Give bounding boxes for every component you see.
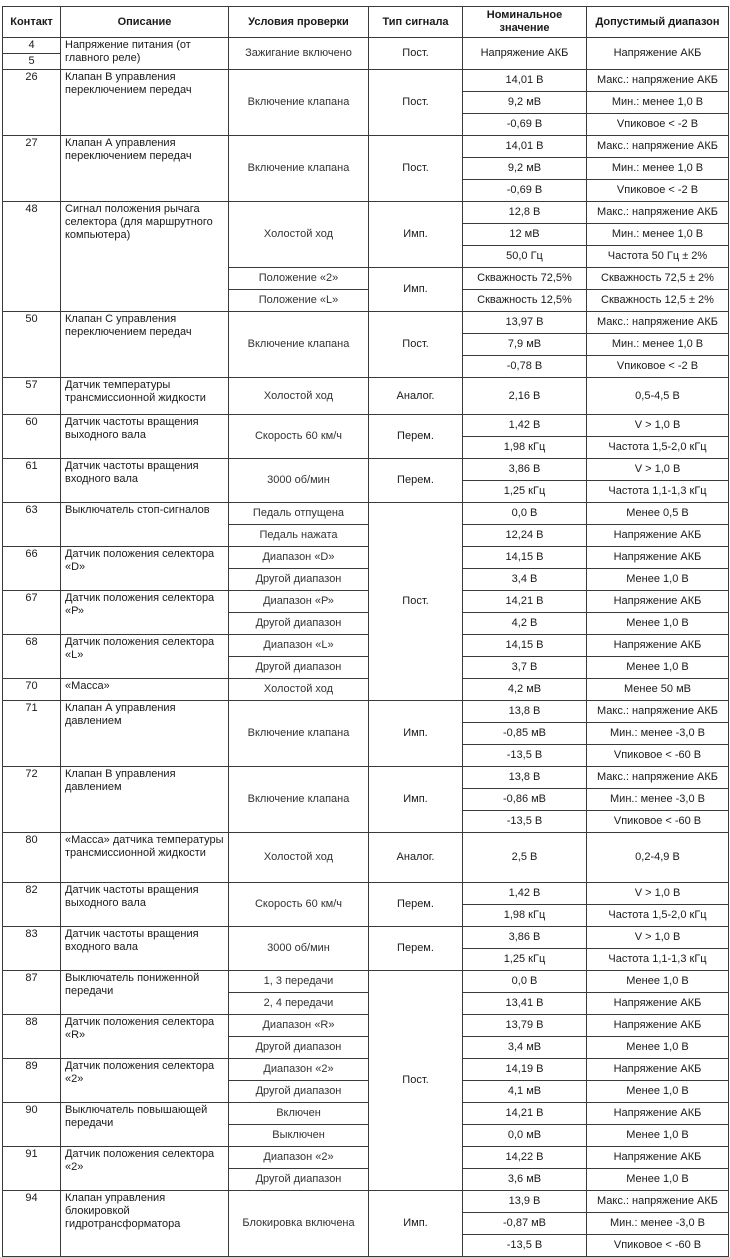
nominal-cell: -13,5 В: [463, 811, 587, 833]
nominal-cell: 13,41 В: [463, 993, 587, 1015]
nominal-cell: 0,0 В: [463, 971, 587, 993]
description-cell: Датчик положения селектора «L»: [61, 635, 229, 679]
nominal-cell: 1,25 кГц: [463, 481, 587, 503]
condition-cell: Включение клапана: [229, 136, 369, 202]
range-cell: Мин.: менее 1,0 В: [587, 224, 729, 246]
condition-cell: 1, 3 передачи: [229, 971, 369, 993]
condition-cell: Включен: [229, 1103, 369, 1125]
description-cell: Напряжение питания (от главного реле): [61, 38, 229, 70]
range-cell: Vпиковое < -60 В: [587, 811, 729, 833]
table-row: [3, 1015, 729, 1037]
range-cell: Vпиковое < -60 В: [587, 1235, 729, 1257]
condition-cell: Скорость 60 км/ч: [229, 883, 369, 927]
nominal-cell: -0,78 В: [463, 356, 587, 378]
contact-cell: 60: [3, 415, 61, 459]
condition-cell: Диапазон «D»: [229, 547, 369, 569]
nominal-cell: 3,4 мВ: [463, 1037, 587, 1059]
nominal-cell: 3,4 В: [463, 569, 587, 591]
signal-cell: Имп.: [369, 1191, 463, 1257]
nominal-cell: Напряжение АКБ: [463, 38, 587, 70]
condition-cell: Положение «2»: [229, 268, 369, 290]
condition-cell: Скорость 60 км/ч: [229, 415, 369, 459]
nominal-cell: 3,86 В: [463, 927, 587, 949]
table-row: [3, 679, 729, 701]
nominal-cell: 2,16 В: [463, 378, 587, 415]
range-cell: Менее 1,0 В: [587, 1037, 729, 1059]
header-range: Допустимый диапазон: [587, 7, 729, 38]
contact-cell: 63: [3, 503, 61, 547]
description-cell: Выключатель пониженной передачи: [61, 971, 229, 1015]
nominal-cell: 1,42 В: [463, 883, 587, 905]
description-cell: Клапан В управления давлением: [61, 767, 229, 833]
nominal-cell: 1,25 кГц: [463, 949, 587, 971]
contact-cell: 87: [3, 971, 61, 1015]
signal-cell: Имп.: [369, 701, 463, 767]
nominal-cell: 13,97 В: [463, 312, 587, 334]
nominal-cell: 1,98 кГц: [463, 905, 587, 927]
range-cell: Напряжение АКБ: [587, 635, 729, 657]
range-cell: Мин.: менее 1,0 В: [587, 92, 729, 114]
condition-cell: Диапазон «2»: [229, 1059, 369, 1081]
range-cell: Макс.: напряжение АКБ: [587, 1191, 729, 1213]
condition-cell: Холостой ход: [229, 202, 369, 268]
nominal-cell: 13,9 В: [463, 1191, 587, 1213]
nominal-cell: Скважность 72,5%: [463, 268, 587, 290]
nominal-cell: 2,5 В: [463, 833, 587, 883]
range-cell: Макс.: напряжение АКБ: [587, 767, 729, 789]
range-cell: Частота 1,1-1,3 кГц: [587, 481, 729, 503]
range-cell: Напряжение АКБ: [587, 993, 729, 1015]
nominal-cell: -0,69 В: [463, 114, 587, 136]
range-cell: V > 1,0 В: [587, 927, 729, 949]
nominal-cell: -13,5 В: [463, 745, 587, 767]
range-cell: Менее 0,5 В: [587, 503, 729, 525]
table-row: [3, 883, 729, 905]
contact-cell: 66: [3, 547, 61, 591]
range-cell: Напряжение АКБ: [587, 547, 729, 569]
description-cell: Выключатель стоп-сигналов: [61, 503, 229, 547]
condition-cell: Холостой ход: [229, 833, 369, 883]
nominal-cell: 14,01 В: [463, 70, 587, 92]
range-cell: Мин.: менее 1,0 В: [587, 158, 729, 180]
nominal-cell: 1,98 кГц: [463, 437, 587, 459]
condition-cell: Другой диапазон: [229, 1037, 369, 1059]
header-signal: Тип сигнала: [369, 7, 463, 38]
nominal-cell: 13,8 В: [463, 701, 587, 723]
nominal-cell: -0,69 В: [463, 180, 587, 202]
nominal-cell: 4,1 мВ: [463, 1081, 587, 1103]
table-row: [3, 1059, 729, 1081]
condition-cell: Педаль нажата: [229, 525, 369, 547]
condition-cell: Включение клапана: [229, 70, 369, 136]
nominal-cell: 3,6 мВ: [463, 1169, 587, 1191]
range-cell: V > 1,0 В: [587, 459, 729, 481]
condition-cell: Педаль отпущена: [229, 503, 369, 525]
description-cell: Клапан управления блокировкой гидротрансформатора: [61, 1191, 229, 1257]
nominal-cell: 14,21 В: [463, 1103, 587, 1125]
nominal-cell: 14,21 В: [463, 591, 587, 613]
contact-cell: 68: [3, 635, 61, 679]
condition-cell: Диапазон «R»: [229, 1015, 369, 1037]
range-cell: Частота 1,5-2,0 кГц: [587, 437, 729, 459]
contact-cell: 61: [3, 459, 61, 503]
range-cell: Мин.: менее -3,0 В: [587, 723, 729, 745]
table-row: [3, 767, 729, 789]
contact-cell: 50: [3, 312, 61, 378]
header-contact: Контакт: [3, 7, 61, 38]
nominal-cell: 4,2 В: [463, 613, 587, 635]
contact-cell: 26: [3, 70, 61, 136]
signal-cell: Пост.: [369, 136, 463, 202]
range-cell: 0,5-4,5 В: [587, 378, 729, 415]
header-nominal: Номинальное значение: [463, 7, 587, 38]
table-row: [3, 503, 729, 525]
description-cell: Клапан А управления давлением: [61, 701, 229, 767]
table-row: [3, 635, 729, 657]
table-row: [3, 136, 729, 158]
nominal-cell: 14,01 В: [463, 136, 587, 158]
range-cell: Менее 50 мВ: [587, 679, 729, 701]
nominal-cell: 9,2 мВ: [463, 158, 587, 180]
contact-cell: 88: [3, 1015, 61, 1059]
range-cell: Менее 1,0 В: [587, 657, 729, 679]
condition-cell: Другой диапазон: [229, 1169, 369, 1191]
contact-cell: 57: [3, 378, 61, 415]
range-cell: Vпиковое < -2 В: [587, 180, 729, 202]
description-cell: Сигнал положения рычага селектора (для маршрутного компьютера): [61, 202, 229, 312]
table-row: [3, 971, 729, 993]
condition-cell: Зажигание включено: [229, 38, 369, 70]
signal-cell: Пост.: [369, 971, 463, 1191]
signal-cell: Имп.: [369, 202, 463, 268]
range-cell: Vпиковое < -2 В: [587, 114, 729, 136]
contact-cell: 71: [3, 701, 61, 767]
table-row: [3, 70, 729, 92]
condition-cell: Положение «L»: [229, 290, 369, 312]
nominal-cell: 0,0 мВ: [463, 1125, 587, 1147]
range-cell: Напряжение АКБ: [587, 1147, 729, 1169]
condition-cell: Выключен: [229, 1125, 369, 1147]
header-conditions: Условия проверки: [229, 7, 369, 38]
description-cell: Выключатель повышающей передачи: [61, 1103, 229, 1147]
contact-cell: 91: [3, 1147, 61, 1191]
signal-cell: Имп.: [369, 268, 463, 312]
range-cell: Макс.: напряжение АКБ: [587, 136, 729, 158]
range-cell: Vпиковое < -60 В: [587, 745, 729, 767]
contact-cell: 82: [3, 883, 61, 927]
signal-cell: Перем.: [369, 459, 463, 503]
signal-cell: Перем.: [369, 883, 463, 927]
nominal-cell: 14,22 В: [463, 1147, 587, 1169]
condition-cell: 3000 об/мин: [229, 927, 369, 971]
contact-cell: 27: [3, 136, 61, 202]
table-row: [3, 701, 729, 723]
table-row: [3, 927, 729, 949]
description-cell: Датчик положения селектора «D»: [61, 547, 229, 591]
description-cell: Датчик частоты вращения выходного вала: [61, 883, 229, 927]
nominal-cell: 12,8 В: [463, 202, 587, 224]
description-cell: Клапан С управления переключением передач: [61, 312, 229, 378]
nominal-cell: 50,0 Гц: [463, 246, 587, 268]
condition-cell: Блокировка включена: [229, 1191, 369, 1257]
table-row: [3, 312, 729, 334]
range-cell: V > 1,0 В: [587, 415, 729, 437]
description-cell: Датчик температуры трансмиссионной жидкости: [61, 378, 229, 415]
table-row: [3, 459, 729, 481]
table-row: [3, 38, 729, 54]
condition-cell: Диапазон «L»: [229, 635, 369, 657]
table-row: [3, 378, 729, 415]
contact-cell: 72: [3, 767, 61, 833]
range-cell: Менее 1,0 В: [587, 569, 729, 591]
condition-cell: Диапазон «Р»: [229, 591, 369, 613]
contact-cell: 94: [3, 1191, 61, 1257]
condition-cell: Холостой ход: [229, 378, 369, 415]
description-cell: «Масса»: [61, 679, 229, 701]
nominal-cell: 4,2 мВ: [463, 679, 587, 701]
range-cell: Макс.: напряжение АКБ: [587, 202, 729, 224]
contact-cell: 89: [3, 1059, 61, 1103]
range-cell: Частота 1,5-2,0 кГц: [587, 905, 729, 927]
signal-cell: Аналог.: [369, 378, 463, 415]
nominal-cell: 13,8 В: [463, 767, 587, 789]
nominal-cell: 14,15 В: [463, 547, 587, 569]
table-row: [3, 1147, 729, 1169]
contact-cell: 80: [3, 833, 61, 883]
condition-cell: Включение клапана: [229, 312, 369, 378]
range-cell: Напряжение АКБ: [587, 38, 729, 70]
table-row: [3, 1191, 729, 1213]
signal-cell: Имп.: [369, 767, 463, 833]
table-row: [3, 202, 729, 224]
contact-cell: 48: [3, 202, 61, 312]
range-cell: Макс.: напряжение АКБ: [587, 701, 729, 723]
contact-cell: 4: [3, 38, 61, 54]
table-row: [3, 1103, 729, 1125]
range-cell: Макс.: напряжение АКБ: [587, 312, 729, 334]
contact-cell: 67: [3, 591, 61, 635]
description-cell: Датчик положения селектора «R»: [61, 1015, 229, 1059]
nominal-cell: 14,19 В: [463, 1059, 587, 1081]
description-cell: Датчик частоты вращения входного вала: [61, 459, 229, 503]
signal-cell: Пост.: [369, 312, 463, 378]
signal-cell: Перем.: [369, 415, 463, 459]
nominal-cell: 3,86 В: [463, 459, 587, 481]
condition-cell: 3000 об/мин: [229, 459, 369, 503]
range-cell: Частота 1,1-1,3 кГц: [587, 949, 729, 971]
range-cell: Мин.: менее -3,0 В: [587, 789, 729, 811]
description-cell: Датчик положения селектора «2»: [61, 1147, 229, 1191]
nominal-cell: 7,9 мВ: [463, 334, 587, 356]
header-description: Описание: [61, 7, 229, 38]
header-row: [3, 7, 729, 38]
range-cell: Скважность 72,5 ± 2%: [587, 268, 729, 290]
condition-cell: Холостой ход: [229, 679, 369, 701]
range-cell: V > 1,0 В: [587, 883, 729, 905]
description-cell: Клапан В управления переключением передач: [61, 70, 229, 136]
range-cell: Менее 1,0 В: [587, 613, 729, 635]
range-cell: Макс.: напряжение АКБ: [587, 70, 729, 92]
contact-cell: 5: [3, 54, 61, 70]
condition-cell: Другой диапазон: [229, 569, 369, 591]
range-cell: Vпиковое < -2 В: [587, 356, 729, 378]
nominal-cell: 9,2 мВ: [463, 92, 587, 114]
range-cell: 0,2-4,9 В: [587, 833, 729, 883]
nominal-cell: 14,15 В: [463, 635, 587, 657]
range-cell: Напряжение АКБ: [587, 591, 729, 613]
table-row: [3, 547, 729, 569]
nominal-cell: Скважность 12,5%: [463, 290, 587, 312]
range-cell: Мин.: менее 1,0 В: [587, 334, 729, 356]
condition-cell: Включение клапана: [229, 767, 369, 833]
nominal-cell: 13,79 В: [463, 1015, 587, 1037]
signal-cell: Пост.: [369, 38, 463, 70]
description-cell: Датчик положения селектора «Р»: [61, 591, 229, 635]
range-cell: Частота 50 Гц ± 2%: [587, 246, 729, 268]
nominal-cell: 1,42 В: [463, 415, 587, 437]
condition-cell: 2, 4 передачи: [229, 993, 369, 1015]
range-cell: Скважность 12,5 ± 2%: [587, 290, 729, 312]
table-row: [3, 833, 729, 883]
nominal-cell: -0,86 мВ: [463, 789, 587, 811]
nominal-cell: 0,0 В: [463, 503, 587, 525]
table-row: [3, 591, 729, 613]
description-cell: Датчик частоты вращения входного вала: [61, 927, 229, 971]
nominal-cell: 12 мВ: [463, 224, 587, 246]
condition-cell: Диапазон «2»: [229, 1147, 369, 1169]
condition-cell: Другой диапазон: [229, 657, 369, 679]
nominal-cell: 12,24 В: [463, 525, 587, 547]
diagnostic-table: [2, 6, 729, 1257]
contact-cell: 70: [3, 679, 61, 701]
condition-cell: Другой диапазон: [229, 613, 369, 635]
signal-cell: Аналог.: [369, 833, 463, 883]
signal-cell: Перем.: [369, 927, 463, 971]
description-cell: Датчик положения селектора «2»: [61, 1059, 229, 1103]
description-cell: Клапан А управления переключением передач: [61, 136, 229, 202]
range-cell: Напряжение АКБ: [587, 1059, 729, 1081]
nominal-cell: -13,5 В: [463, 1235, 587, 1257]
range-cell: Менее 1,0 В: [587, 971, 729, 993]
nominal-cell: -0,85 мВ: [463, 723, 587, 745]
description-cell: «Масса» датчика температуры трансмиссионной жидкости: [61, 833, 229, 883]
signal-cell: Пост.: [369, 70, 463, 136]
range-cell: Напряжение АКБ: [587, 1103, 729, 1125]
range-cell: Напряжение АКБ: [587, 1015, 729, 1037]
range-cell: Менее 1,0 В: [587, 1169, 729, 1191]
condition-cell: Другой диапазон: [229, 1081, 369, 1103]
nominal-cell: -0,87 мВ: [463, 1213, 587, 1235]
table-row: [3, 415, 729, 437]
range-cell: Менее 1,0 В: [587, 1081, 729, 1103]
description-cell: Датчик частоты вращения выходного вала: [61, 415, 229, 459]
nominal-cell: 3,7 В: [463, 657, 587, 679]
contact-cell: 90: [3, 1103, 61, 1147]
range-cell: Мин.: менее -3,0 В: [587, 1213, 729, 1235]
range-cell: Напряжение АКБ: [587, 525, 729, 547]
signal-cell: Пост.: [369, 503, 463, 701]
range-cell: Менее 1,0 В: [587, 1125, 729, 1147]
condition-cell: Включение клапана: [229, 701, 369, 767]
contact-cell: 83: [3, 927, 61, 971]
